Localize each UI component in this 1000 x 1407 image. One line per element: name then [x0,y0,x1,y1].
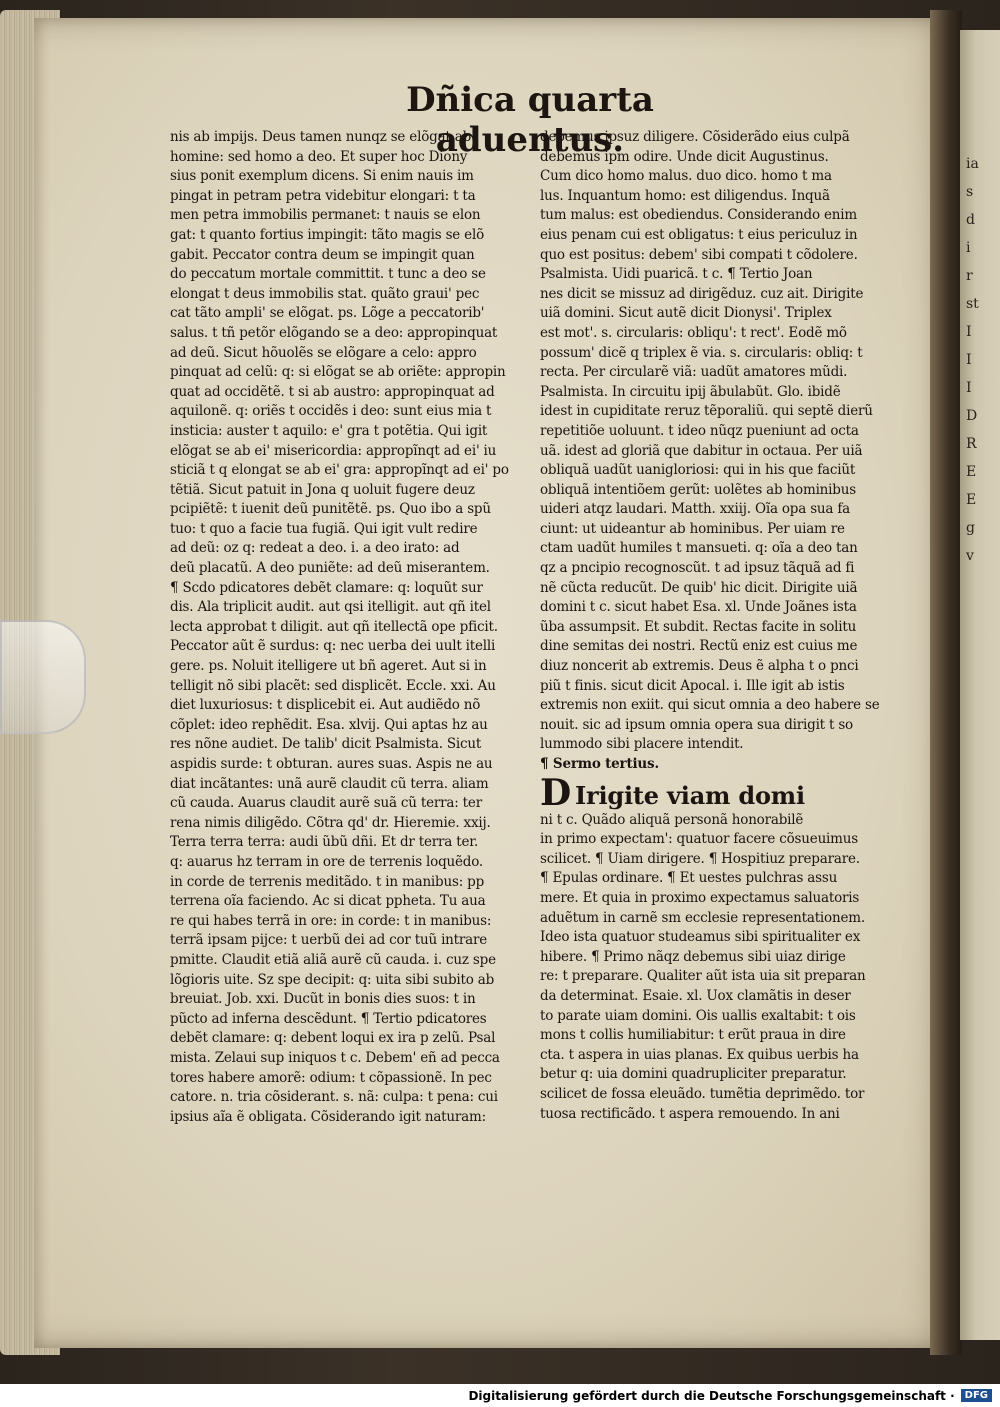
text-line: tores habere amorẽ: odium: t cõpassionẽ. In pec [170,1069,492,1086]
text-line: extremis non exiit. qui sicut omnia a deo habere se [540,697,880,714]
text-line: scilicet. ¶ Uiam dirigere. ¶ Hospitiuz preparare. [540,850,860,867]
text-line: insticia: auster t aquilo: e' gra t potẽtia. Qui igit [170,422,488,439]
text-line: pmitte. Claudit etiã aliã aurẽ cũ cauda. i. cuz spe [170,951,496,968]
text-line: dine semitas dei nostri. Rectũ eniz est cuius me [540,638,858,655]
book-gutter [930,10,962,1355]
facing-page [960,30,1000,1340]
text-line: deũ placatũ. A deo puniẽte: ad deũ miserantem. [170,560,490,577]
text-line: Psalmista. In circuitu ipij ãbulabũt. Glo. ibidẽ [540,383,841,400]
text-line: gere. ps. Noluit itelligere ut bñ ageret. Aut si in [170,658,487,675]
text-line: ctam uadũt humiles t mansueti. q: oĩa a deo tan [540,540,858,557]
text-line: ipsius aĩa ẽ obligata. Cõsiderando igit naturam: [170,1108,486,1125]
text-line: aquilonẽ. q: oriẽs t occidẽs i deo: sunt eius mia t [170,403,492,420]
text-line: elõgat se ab ei' misericordia: appropĩnqt ad ei' iu [170,442,497,459]
text-line: piũ t finis. sicut dicit Apocal. i. Ille igit ab istis [540,677,845,694]
text-line: mons t collis humiliabitur: t erũt praua in dire [540,1027,846,1044]
text-line: da determinat. Esaie. xl. Uox clamãtis in deser [540,987,851,1004]
text-line: salus. t tñ petõr elõgando se a deo: appropinquat [170,324,498,341]
left-column [170,128,540,1127]
text-line: uideri atqz laudari. Matth. xxiij. Oĩa opa sua fa [540,501,851,518]
text-line: diat incãtantes: unã aurẽ claudit cũ terra. aliam [170,775,489,792]
text-line: sius ponit exemplum dicens. Si enim nauis im [170,168,474,185]
text-line: scilicet de fossa eleuãdo. tumẽtia deprimẽdo. tor [540,1085,865,1102]
text-line: Cum dico homo malus. duo dico. homo t ma [540,168,832,185]
text-line: est mot'. s. circularis: obliqu': t rect'. Eodẽ mõ [540,324,847,341]
text-line: possum' dicẽ q triplex ẽ via. s. circularis: obliq: t [540,344,863,361]
text-line: to parate uiam domini. Ois uallis exaltabit: t ois [540,1007,856,1024]
text-line: cũ cauda. Auarus claudit aurẽ suã cũ terra: ter [170,795,482,812]
text-line: ni t c. Quãdo aliquã personã honorabilẽ [540,811,804,828]
initial-block [540,771,910,814]
text-line: Ideo ista quatuor studeamus sibi spiritualiter ex [540,929,861,946]
text-line: mista. Zelaui sup iniquos t c. Debem' eñ ad pecca [170,1049,500,1066]
text-line: pũcto ad inferna descẽdunt. ¶ Tertio pdicatores [170,1010,487,1027]
text-line: recta. Per circularẽ viã: uadũt amatores mũdi. [540,364,848,381]
text-line: elongat t deus immobilis stat. quãto graui' pec [170,285,480,302]
text-line: do peccatum mortale committit. t tunc a deo se [170,266,486,283]
text-line: catore. n. tria cõsiderant. s. nã: culpa: t pena: cui [170,1089,498,1106]
initial-line: Irigite viam domi [575,780,805,810]
text-line: quo est positus: debem' sibi compati t cõdolere. [540,246,858,263]
text-line: lõgioris uite. Sz spe decipit: q: uita sibi subito ab [170,971,495,988]
text-line: uiã domini. Sicut autẽ dicit Dionysi'. Triplex [540,305,832,322]
text-line: Terra terra terra: audi ũbũ dñi. Et dr terra ter. [170,834,479,851]
text-line: re: t preparare. Qualiter aũt ista uia sit preparan [540,968,866,985]
text-line: aduẽtum in carnẽ sm ecclesie representationem. [540,909,865,926]
text-line: nẽ cũcta reducũt. De quib' hic dicit. Dirigite uiã [540,579,858,596]
text-line: in corde de terrenis meditãdo. t in manibus: pp [170,873,485,890]
text-line: pinquat ad celũ: q: si elõgat se ab oriẽte: appropin [170,364,506,381]
right-column-bottom-text [540,811,910,1125]
text-line: ciunt: ut uideantur ab hominibus. Per uiam re [540,520,845,537]
text-line: obliquã intentiõem gerũt: uolẽtes ab hominibus [540,481,856,498]
text-line: quat ad occidẽtẽ. t si ab austro: appropinquat ad [170,383,495,400]
text-line: diet luxuriosus: t displicebit ei. Aut audiẽdo nõ [170,697,481,714]
text-line: in primo expectam': quatuor facere cõsueuimus [540,831,858,848]
text-line: cõplet: ideo rephẽdit. Esa. xlvij. Qui aptas hz au [170,716,488,733]
text-line: lus. Inquantum homo: est diligendus. Inquã [540,187,830,204]
footer-bar [0,1384,1000,1407]
text-line: debemus ipm odire. Unde dicit Augustinus. [540,148,829,165]
text-line: nis ab impijs. Deus tamen nunqz se elõgat ab [170,129,472,145]
text-line: mere. Et quia in proximo expectamus saluatoris [540,889,860,906]
text-line: terrã ipsam pijce: t uerbũ dei ad cor tuũ intrare [170,932,488,949]
text-line: tuo: t quo a facie tua fugiã. Qui igit vult redire [170,520,478,537]
text-line: terrena oĩa faciendo. Ac si dicat ppheta. Tu aua [170,893,486,910]
text-line: debẽt clamare: q: debent loqui ex ira p zelũ. Psal [170,1030,496,1047]
text-line: re qui habes terrã in ore: in corde: t in manibus: [170,912,492,929]
text-line: tum malus: est obediendus. Considerando enim [540,207,858,224]
text-line: aspidis surde: t obturan. aures suas. Aspis ne au [170,756,493,772]
text-line: Psalmista. Uidi puaricã. t c. ¶ Tertio Joan [540,266,813,283]
facing-page-fragments: ia s d i r st I I I D R E E g v [966,156,979,564]
text-line: gabit. Peccator contra deum se impingit quan [170,246,475,263]
text-line: repetitiõe uoluunt. t ideo nũqz pueniunt ad octa [540,422,859,439]
text-line: homine: sed homo a deo. Et super hoc Diony [170,148,468,165]
text-line: eius penam cui est obligatus: t eius periculuz in [540,226,858,243]
text-line: nes dicit se missuz ad dirigẽduz. cuz ait. Dirigite [540,285,864,302]
text-line: ad deũ: oz q: redeat a deo. i. a deo irato: ad [170,540,460,557]
text-line: obliquã uadũt uanigloriosi: qui in his que faciũt [540,462,856,479]
text-line: diuz noncerit ab extremis. Deus ẽ alpha t o pnci [540,658,859,675]
running-head: Dñica quarta aduentus. [406,80,654,160]
text-line: hibere. ¶ Primo nãqz debemus sibi uiaz dirige [540,948,846,965]
text-line: debemus ipsuz diligere. Cõsiderãdo eius culpã [540,129,850,145]
text-line: idest in cupiditate reruz tẽporaliũ. qui septẽ dierũ [540,403,873,420]
sermon-heading: ¶ Sermo tertius. [540,756,659,772]
text-line: betur q: uia domini quadrupliciter preparatur. [540,1066,847,1083]
dfg-logo: DFG [961,1389,992,1402]
text-line: uã. idest ad gloriã que dabitur in octaua. Per uiã [540,442,863,459]
text-line: sticiã t q elongat se ab ei' gra: appropĩnqt ad ei' po [170,462,509,479]
footer-credit: Digitalisierung gefördert durch die Deutsche Forschungsgemeinschaft · [468,1388,955,1403]
text-line: pcipiẽtẽ: t iuenit deũ punitẽtẽ. ps. Quo ibo a spũ [170,501,491,518]
text-line: ad deũ. Sicut hõuolẽs se elõgare a celo: appro [170,344,477,361]
page-clip [0,620,86,734]
text-line: cta. t aspera in uias planas. Ex quibus uerbis ha [540,1046,859,1063]
text-line: ũba assumpsit. Et subdit. Rectas facite in solitu [540,618,857,635]
initial-letter: D [540,771,572,814]
text-line: ¶ Scdo pdicatores debẽt clamare: q: loquũt sur [170,579,483,596]
text-line: breuiat. Job. xxi. Ducũt in bonis dies suos: t in [170,991,476,1008]
text-line: rena nimis diligẽdo. Cõtra qd' dr. Hieremie. xxij. [170,814,491,831]
text-line: res nõne audiet. De talib' dicit Psalmista. Sicut [170,736,482,753]
text-line: Peccator aũt ẽ surdus: q: nec uerba dei uult itelli [170,638,496,655]
text-line: cat tãto ampli' se elõgat. ps. Lõge a peccatorib' [170,305,485,322]
text-line: qz a pncipio recognoscũt. t ad ipsuz tãquã ad fi [540,560,855,577]
text-line: pingat in petram petra videbitur elongari: t ta [170,187,476,204]
right-column-top-text [540,128,910,755]
text-line: tẽtiã. Sicut patuit in Jona q uoluit fugere deuz [170,481,475,498]
right-column [540,128,910,1124]
text-line: ¶ Epulas ordinare. ¶ Et uestes pulchras assu [540,870,838,887]
text-line: lecta approbat t diligit. aut qñ itellectã ope pficit. [170,618,498,635]
text-line: men petra immobilis permanet: t nauis se elon [170,207,481,224]
text-line: tuosa rectificãdo. t aspera remouendo. In ani [540,1105,840,1122]
text-line: domini t c. sicut habet Esa. xl. Unde Joãnes ista [540,599,857,616]
text-line: lummodo sibi placere intendit. [540,736,744,753]
text-line: q: auarus hz terram in ore de terrenis loquẽdo. [170,853,484,870]
text-line: dis. Ala triplicit audit. aut qsi itelligit. aut qñ itel [170,599,491,616]
text-line: telligit nõ sibi placẽt: sed displicẽt. Eccle. xxi. Au [170,677,496,694]
text-line: nouit. sic ad ipsum omnia opera sua dirigit t so [540,716,853,733]
text-line: gat: t quanto fortius impingit: tãto magis se elõ [170,226,485,243]
